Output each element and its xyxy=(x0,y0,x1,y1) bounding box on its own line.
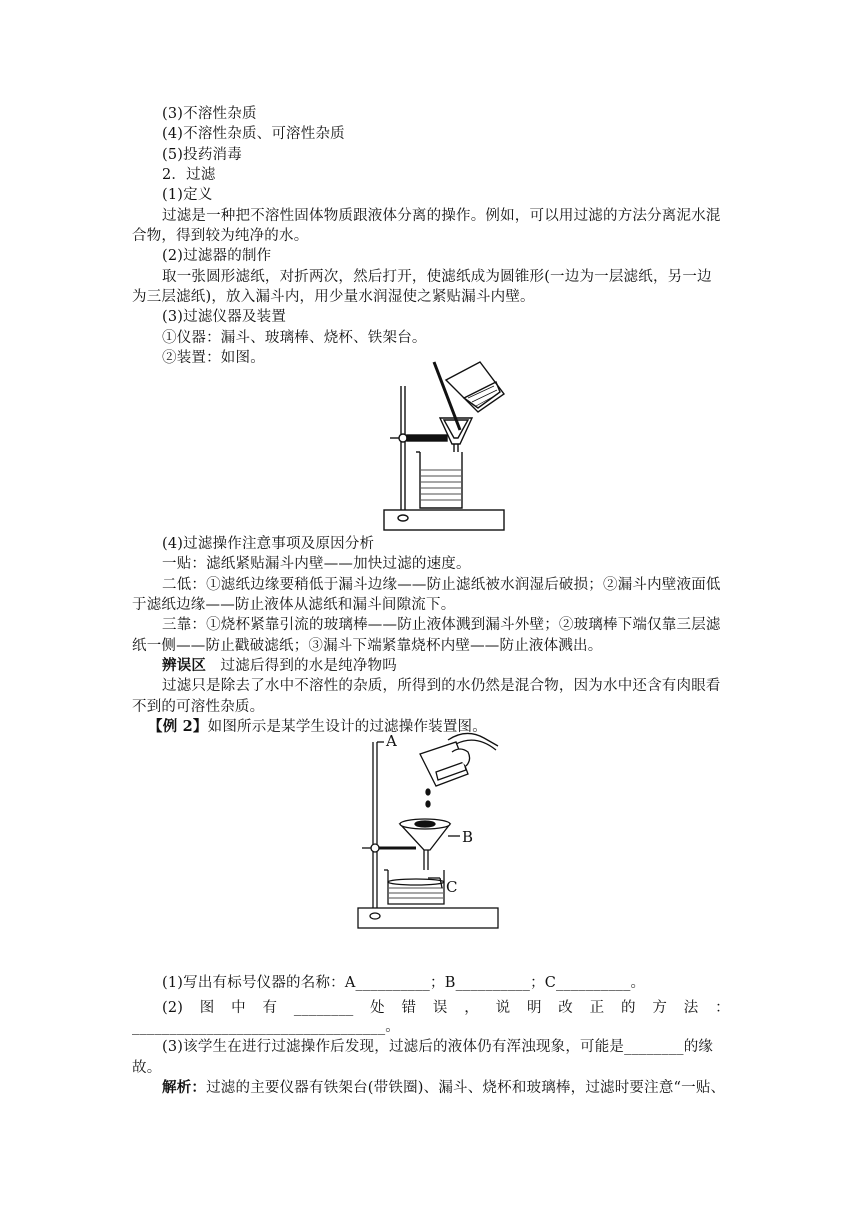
text-line: 合物，得到较为纯净的水。 xyxy=(132,228,309,244)
misconception-question: 过滤后得到的水是纯净物吗 xyxy=(220,658,397,674)
section-heading: 2．过滤 xyxy=(162,167,216,183)
misconception-heading xyxy=(162,656,762,676)
text-line: ②装置：如图。 xyxy=(162,350,265,366)
filtration-apparatus-figure xyxy=(380,358,530,536)
question-2-blank-line: __________________________________。 xyxy=(132,1019,400,1035)
example-label: 【例 2】 xyxy=(148,718,208,735)
q2-char: 有 xyxy=(262,1000,278,1016)
text-line: 二低：①滤纸边缘要稍低于漏斗边缘——防止滤纸被水润湿后破损；②漏斗内壁液面低 xyxy=(162,577,721,593)
label-b: B xyxy=(462,828,474,846)
text-line: (4)不溶性杂质、可溶性杂质 xyxy=(162,126,345,142)
q2-char: 改 xyxy=(558,1000,573,1016)
text-line: 过滤是一种把不溶性固体物质跟液体分离的操作。例如，可以用过滤的方法分离泥水混 xyxy=(162,208,721,224)
label-a: A xyxy=(386,732,397,750)
subsection-heading: (3)过滤仪器及装置 xyxy=(162,309,287,325)
q2-char: 明 xyxy=(526,1000,542,1016)
q2-char: 方 xyxy=(652,1000,668,1016)
question-1: (1)写出有标号仪器的名称：A__________；B__________；C__________。 xyxy=(162,975,646,991)
question-2 xyxy=(162,998,730,1018)
q2-char: 错 xyxy=(401,1000,417,1016)
subsection-heading: (2)过滤器的制作 xyxy=(162,248,272,264)
text-line: 于滤纸边缘——防止液体从滤纸和漏斗间隙流下。 xyxy=(132,597,456,613)
q2-char: ， xyxy=(464,1000,479,1016)
analysis-text: 过滤的主要仪器有铁架台(带铁圈)、漏斗、烧杯和玻璃棒，过滤时要注意“一贴、 xyxy=(206,1080,726,1096)
text-line: 为三层滤纸)，放入漏斗内，用少量水润湿使之紧贴漏斗内壁。 xyxy=(132,289,535,305)
q2-blank: ________ xyxy=(293,1000,354,1016)
q2-char: 处 xyxy=(370,1000,385,1016)
text-line: 纸一侧——防止戳破滤纸；③漏斗下端紧靠烧杯内壁——防止液体溅出。 xyxy=(132,638,603,654)
q2-char: 误 xyxy=(432,1000,448,1016)
q2-char: 的 xyxy=(621,1000,636,1016)
analysis xyxy=(162,1078,762,1098)
example-text: 如图所示是某学生设计的过滤操作装置图。 xyxy=(207,719,487,735)
q2-char: 中 xyxy=(231,1000,246,1016)
subsection-heading: (4)过滤操作注意事项及原因分析 xyxy=(162,536,375,552)
student-filtration-figure xyxy=(356,732,516,932)
text-line: 过滤只是除去了水中不溶性的杂质，所得到的水仍然是混合物，因为水中还含有肉眼看 xyxy=(162,678,721,694)
misconception-label: 辨误区 xyxy=(162,657,207,674)
q2-char: ： xyxy=(715,1000,730,1016)
text-line: (3)不溶性杂质 xyxy=(162,106,257,122)
label-c: C xyxy=(446,878,458,896)
q2-char: 图 xyxy=(199,1000,215,1016)
text-line: 不到的可溶性杂质。 xyxy=(132,699,265,715)
question-3: (3)该学生在进行过滤操作后发现，过滤后的液体仍有浑浊现象，可能是________的缘 xyxy=(162,1039,714,1055)
q2-char: 说 xyxy=(495,1000,511,1016)
text-line: 一贴：滤纸紧贴漏斗内壁——加快过滤的速度。 xyxy=(162,556,471,572)
text-line: 三靠：①烧杯紧靠引流的玻璃棒——防止液体溅到漏斗外壁；②玻璃棒下端仅靠三层滤 xyxy=(162,617,721,633)
text-line: ①仪器：漏斗、玻璃棒、烧杯、铁架台。 xyxy=(162,330,427,346)
subsection-heading: (1)定义 xyxy=(162,187,213,203)
text-line: (5)投药消毒 xyxy=(162,147,242,163)
text-line: 取一张圆形滤纸，对折两次，然后打开，使滤纸成为圆锥形(一边为一层滤纸，另一边 xyxy=(162,269,712,285)
question-3-end: 故。 xyxy=(132,1060,162,1076)
q2-char: 法 xyxy=(683,1000,699,1016)
q2-char: (2) xyxy=(162,1000,184,1016)
analysis-label: 解析： xyxy=(162,1079,207,1096)
q2-char: 正 xyxy=(589,1000,605,1016)
